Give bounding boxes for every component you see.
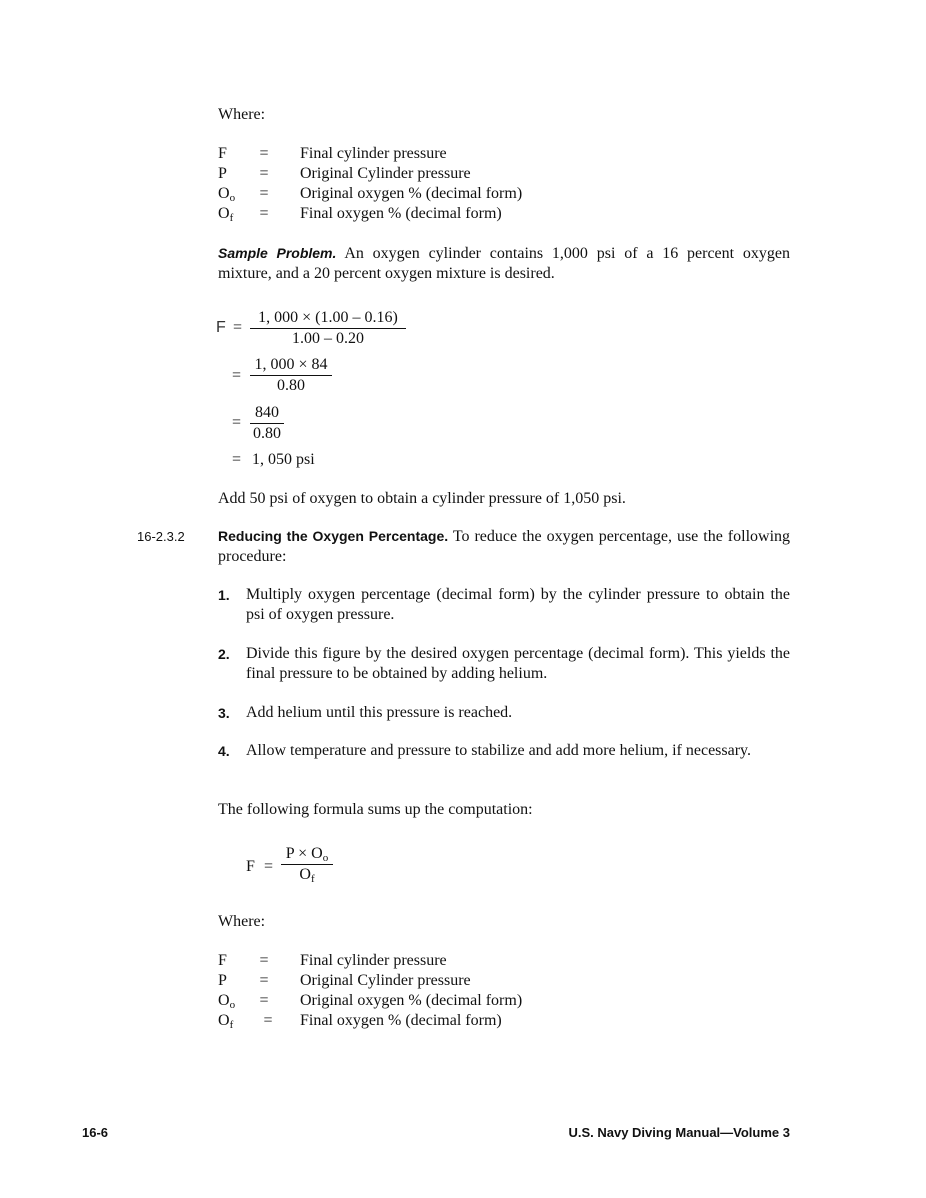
definition-text: Original Cylinder pressure <box>300 972 471 989</box>
definition-row <box>218 184 618 204</box>
section-heading: Reducing the Oxygen Percentage. <box>218 528 449 544</box>
fraction-numerator: 1, 000 × (1.00 – 0.16) <box>250 308 406 329</box>
sample-problem-paragraph <box>218 243 790 284</box>
definition-row <box>218 144 618 164</box>
list-item-text: Multiply oxygen percentage (decimal form) by the cylinder pressure to obtain the psi of oxygen pressure. <box>246 586 790 623</box>
section-intro-paragraph <box>218 526 790 567</box>
formula-fraction <box>281 844 333 885</box>
definition-text: Final cylinder pressure <box>300 145 447 162</box>
list-item <box>218 741 790 781</box>
list-item-number: 2. <box>218 646 230 662</box>
definition-equals: = <box>259 145 269 162</box>
running-footer-title: U.S. Navy Diving Manual—Volume 3 <box>568 1125 790 1140</box>
fraction-denominator: 0.80 <box>253 425 281 442</box>
list-item-text: Allow temperature and pressure to stabilize and add more helium, if necessary. <box>246 742 752 759</box>
definition-symbol: $O_o$ <box>218 992 236 1011</box>
definition-text: Original oxygen % (decimal form) <box>300 185 523 202</box>
section-intro-text: To reduce the oxygen percentage, use the following procedure: <box>218 528 791 565</box>
section-number: 16-2.3.2 <box>137 529 185 544</box>
equation-lhs: F <box>216 319 226 336</box>
formula-intro-text: The following formula sums up the computation: <box>218 801 533 818</box>
equation-fraction-2 <box>250 355 332 396</box>
equation-equals: = <box>232 414 242 431</box>
definitions-list <box>218 951 618 1031</box>
definition-equals: = <box>259 992 269 1009</box>
list-item-number: 3. <box>218 705 230 721</box>
equation-result: 1, 050 psi <box>252 451 315 468</box>
add-oxygen-text: Add 50 psi of oxygen to obtain a cylinder pressure of 1,050 psi. <box>218 490 626 507</box>
definition-text: Original oxygen % (decimal form) <box>300 992 523 1009</box>
list-item-text: Divide this figure by the desired oxygen percentage (decimal form). This yields the final pressure to be obtained by adding helium. <box>246 645 790 682</box>
definition-row <box>218 951 618 971</box>
definition-symbol: F <box>218 952 227 969</box>
list-item <box>218 585 790 625</box>
definition-equals: = <box>259 972 269 989</box>
definition-equals: = <box>259 952 269 969</box>
formula-denominator: $O_f$ <box>299 866 315 885</box>
list-item-number: 1. <box>218 587 230 603</box>
definition-row <box>218 991 618 1011</box>
definition-equals: = <box>259 205 269 222</box>
formula-numerator: $P \times O_o$ <box>281 844 333 865</box>
definition-symbol: $O_f$ <box>218 1012 234 1031</box>
equation-equals: = <box>232 451 242 468</box>
definition-row <box>218 971 618 991</box>
fraction-denominator: 0.80 <box>277 377 305 394</box>
where-label: Where: <box>218 913 266 930</box>
definition-row <box>218 1011 618 1031</box>
formula-equals: = <box>264 858 274 875</box>
sample-problem-text: An oxygen cylinder contains 1,000 psi of a 16 percent oxygen mixture, and a 20 percent oxygen mixture is desired. <box>218 245 791 282</box>
definition-symbol: P <box>218 165 227 182</box>
definition-row <box>218 204 618 224</box>
definition-equals: = <box>259 165 269 182</box>
definition-text: Final oxygen % (decimal form) <box>300 205 502 222</box>
list-item-number: 4. <box>218 743 230 759</box>
equation-fraction-3 <box>250 403 284 444</box>
definition-symbol: F <box>218 145 227 162</box>
list-item-text: Add helium until this pressure is reached. <box>246 704 513 721</box>
equation-equals: = <box>232 367 242 384</box>
definition-symbol: $O_f$ <box>218 205 234 224</box>
where-label: Where: <box>218 106 266 123</box>
sample-problem-heading: Sample Problem. <box>218 245 337 261</box>
definition-row <box>218 164 618 184</box>
definition-equals: = <box>263 1012 273 1029</box>
formula-lhs: F <box>246 858 255 875</box>
fraction-numerator: 840 <box>250 403 284 424</box>
equation-equals: = <box>233 319 243 336</box>
fraction-numerator: 1, 000 × 84 <box>250 355 332 376</box>
definition-symbol: P <box>218 972 227 989</box>
fraction-denominator: 1.00 – 0.20 <box>292 330 364 347</box>
definition-text: Final oxygen % (decimal form) <box>300 1012 502 1029</box>
equation-fraction-1 <box>250 308 406 349</box>
definitions-list <box>218 144 618 224</box>
definition-equals: = <box>259 185 269 202</box>
list-item <box>218 703 790 723</box>
list-item <box>218 644 790 684</box>
definition-symbol: $O_o$ <box>218 185 236 204</box>
definition-text: Original Cylinder pressure <box>300 165 471 182</box>
definition-text: Final cylinder pressure <box>300 952 447 969</box>
page-number: 16-6 <box>82 1125 109 1140</box>
